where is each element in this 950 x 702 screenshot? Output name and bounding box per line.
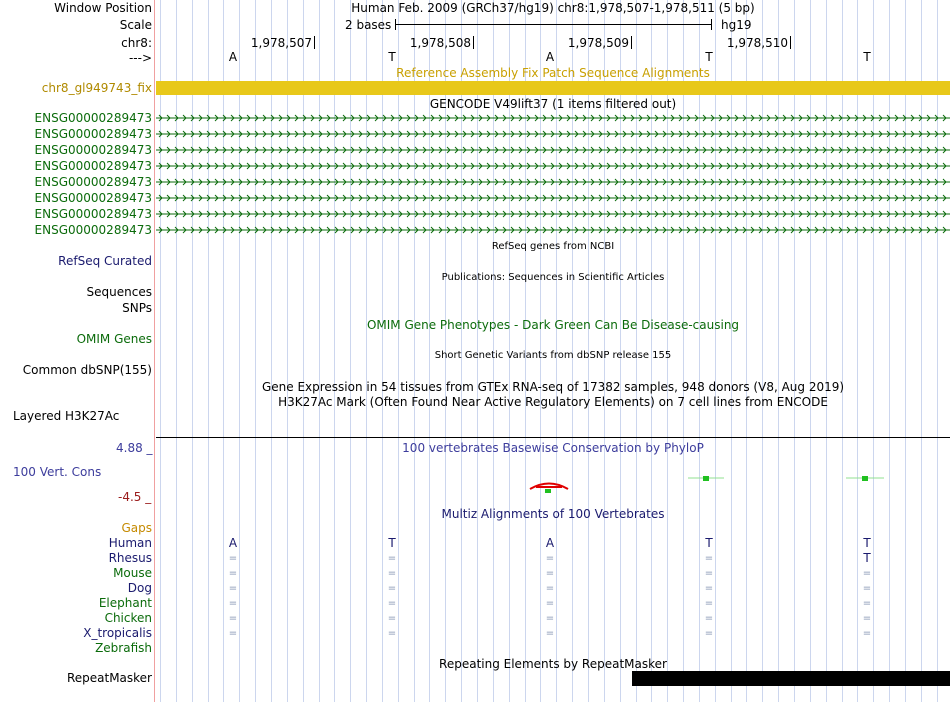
gencode-gene-label[interactable]: ENSG00000289473 xyxy=(34,223,152,237)
species-label-rhesus[interactable]: Rhesus xyxy=(108,551,152,565)
species-label-zebrafish[interactable]: Zebrafish xyxy=(95,641,152,655)
ruler-position: 1,978,507 xyxy=(250,36,312,50)
fix-patch-feature[interactable] xyxy=(156,81,950,95)
alignment-base: = xyxy=(545,568,555,579)
alignment-base: = xyxy=(545,583,555,594)
gene-strand-graphic xyxy=(156,207,950,221)
species-label-x-tropicalis[interactable]: X_tropicalis xyxy=(83,626,152,640)
alignment-base: = xyxy=(704,598,714,609)
refseq-track-label[interactable]: RefSeq Curated xyxy=(58,254,152,268)
phylop-marker xyxy=(703,476,709,481)
gencode-gene-label[interactable]: ENSG00000289473 xyxy=(34,143,152,157)
species-label-elephant[interactable]: Elephant xyxy=(98,596,152,610)
alignment-base: = xyxy=(545,598,555,609)
alignment-base: = xyxy=(862,628,872,639)
phylop-marker xyxy=(545,489,551,493)
phylop-graph[interactable] xyxy=(156,476,950,498)
gencode-gene-feature[interactable] xyxy=(156,207,950,221)
sequence-base: A xyxy=(545,50,555,64)
scale-label: Scale xyxy=(119,18,152,32)
phylop-min-label: -4.5 _ xyxy=(118,490,152,504)
alignment-base: = xyxy=(387,613,397,624)
alignment-base: = xyxy=(862,598,872,609)
alignment-base: = xyxy=(228,553,238,564)
gaps-track-label[interactable]: Gaps xyxy=(121,521,152,535)
gencode-track-title: GENCODE V49lift37 (1 items filtered out) xyxy=(429,97,677,111)
alignment-base: T xyxy=(705,536,713,550)
gene-strand-graphic xyxy=(156,159,950,173)
sequence-base: T xyxy=(863,50,871,64)
alignment-base: = xyxy=(387,568,397,579)
species-label-human[interactable]: Human xyxy=(108,536,152,550)
gene-strand-graphic xyxy=(156,127,950,141)
alignment-base: = xyxy=(704,568,714,579)
gtex-track-title: Gene Expression in 54 tissues from GTEx RNA-seq of 17382 samples, 948 donors (V8, Aug 2019) xyxy=(261,380,845,394)
alignment-base: = xyxy=(862,583,872,594)
alignment-base: = xyxy=(228,568,238,579)
gencode-gene-label[interactable]: ENSG00000289473 xyxy=(34,175,152,189)
ruler-tick xyxy=(790,36,791,49)
scale-value: 2 bases xyxy=(345,18,392,32)
snps-track-label[interactable]: SNPs xyxy=(122,301,152,315)
gencode-gene-feature[interactable] xyxy=(156,111,950,125)
gencode-gene-feature[interactable] xyxy=(156,143,950,157)
ruler-position: 1,978,508 xyxy=(409,36,471,50)
alignment-base: T xyxy=(863,536,871,550)
dbsnp-track-label[interactable]: Common dbSNP(155) xyxy=(22,363,152,377)
gencode-gene-label[interactable]: ENSG00000289473 xyxy=(34,159,152,173)
gencode-gene-feature[interactable] xyxy=(156,127,950,141)
alignment-base: = xyxy=(862,613,872,624)
phylop-track-label[interactable]: 100 Vert. Cons xyxy=(13,465,102,479)
phylop-max-label: 4.88 _ xyxy=(116,441,153,455)
repeatmasker-feature[interactable] xyxy=(632,671,950,686)
h3k27ac-track-label[interactable]: Layered H3K27Ac xyxy=(13,409,120,423)
ruler-tick xyxy=(314,36,315,49)
multiz-track-title: Multiz Alignments of 100 Vertebrates xyxy=(441,507,665,521)
scale-bar-right-tick xyxy=(711,19,712,30)
alignment-base: = xyxy=(704,583,714,594)
sequence-base: T xyxy=(388,50,396,64)
repeatmasker-track-label[interactable]: RepeatMasker xyxy=(66,671,152,685)
gencode-gene-label[interactable]: ENSG00000289473 xyxy=(34,111,152,125)
sequence-base: T xyxy=(705,50,713,64)
assembly-label: hg19 xyxy=(721,18,752,32)
publications-track-label[interactable]: Sequences xyxy=(86,285,152,299)
label-divider xyxy=(154,0,155,702)
alignment-base: = xyxy=(387,598,397,609)
gencode-gene-feature[interactable] xyxy=(156,175,950,189)
scale-bar xyxy=(395,24,711,25)
gene-strand-graphic xyxy=(156,111,950,125)
alignment-base: = xyxy=(387,553,397,564)
gencode-gene-feature[interactable] xyxy=(156,191,950,205)
gene-strand-graphic xyxy=(156,143,950,157)
alignment-base: = xyxy=(545,613,555,624)
gencode-gene-feature[interactable] xyxy=(156,223,950,237)
species-label-dog[interactable]: Dog xyxy=(127,581,152,595)
fix-patch-track-title: Reference Assembly Fix Patch Sequence Alignments xyxy=(396,66,710,80)
omim-track-title: OMIM Gene Phenotypes - Dark Green Can Be Disease-causing xyxy=(366,318,740,332)
alignment-base: = xyxy=(387,583,397,594)
alignment-base: T xyxy=(863,551,871,565)
window-position-value: Human Feb. 2009 (GRCh37/hg19) chr8:1,978,507-1,978,511 (5 bp) xyxy=(351,1,755,15)
ruler-position: 1,978,510 xyxy=(726,36,788,50)
alignment-base: = xyxy=(545,553,555,564)
alignment-base: = xyxy=(228,598,238,609)
alignment-base: = xyxy=(704,628,714,639)
alignment-base: = xyxy=(228,583,238,594)
alignment-base: A xyxy=(545,536,555,550)
gencode-gene-label[interactable]: ENSG00000289473 xyxy=(34,191,152,205)
alignment-base: A xyxy=(228,536,238,550)
strand-label: ---> xyxy=(128,51,152,65)
alignment-base: = xyxy=(387,628,397,639)
ruler-position: 1,978,509 xyxy=(567,36,629,50)
alignment-base: = xyxy=(228,628,238,639)
species-label-mouse[interactable]: Mouse xyxy=(113,566,152,580)
gencode-gene-feature[interactable] xyxy=(156,159,950,173)
gene-strand-graphic xyxy=(156,175,950,189)
chrom-label: chr8: xyxy=(121,36,152,50)
alignment-base: = xyxy=(228,613,238,624)
h3k27ac-baseline xyxy=(156,437,950,438)
phylop-track-title: 100 vertebrates Basewise Conservation by PhyloP xyxy=(402,441,704,455)
alignment-base: = xyxy=(704,613,714,624)
window-position-label: Window Position xyxy=(54,1,152,15)
publications-track-title: Publications: Sequences in Scientific Articles xyxy=(441,272,665,283)
refseq-track-title: RefSeq genes from NCBI xyxy=(491,241,615,252)
alignment-base: = xyxy=(704,553,714,564)
species-label-chicken[interactable]: Chicken xyxy=(104,611,152,625)
gencode-gene-label[interactable]: ENSG00000289473 xyxy=(34,207,152,221)
fix-patch-track-label[interactable]: chr8_gl949743_fix xyxy=(41,81,152,95)
sequence-base: A xyxy=(228,50,238,64)
gencode-gene-label[interactable]: ENSG00000289473 xyxy=(34,127,152,141)
phylop-marker xyxy=(862,476,868,481)
dbsnp-track-title: Short Genetic Variants from dbSNP release 155 xyxy=(434,350,672,361)
scale-bar-left-tick xyxy=(395,19,396,30)
ruler-tick xyxy=(473,36,474,49)
h3k27ac-track-title: H3K27Ac Mark (Often Found Near Active Regulatory Elements) on 7 cell lines from ENCODE xyxy=(278,395,828,409)
omim-track-label[interactable]: OMIM Genes xyxy=(76,332,152,346)
alignment-base: = xyxy=(862,568,872,579)
repeatmasker-track-title: Repeating Elements by RepeatMasker xyxy=(439,657,667,671)
alignment-base: T xyxy=(388,536,396,550)
ruler-tick xyxy=(631,36,632,49)
gene-strand-graphic xyxy=(156,191,950,205)
alignment-base: = xyxy=(545,628,555,639)
gene-strand-graphic xyxy=(156,223,950,237)
